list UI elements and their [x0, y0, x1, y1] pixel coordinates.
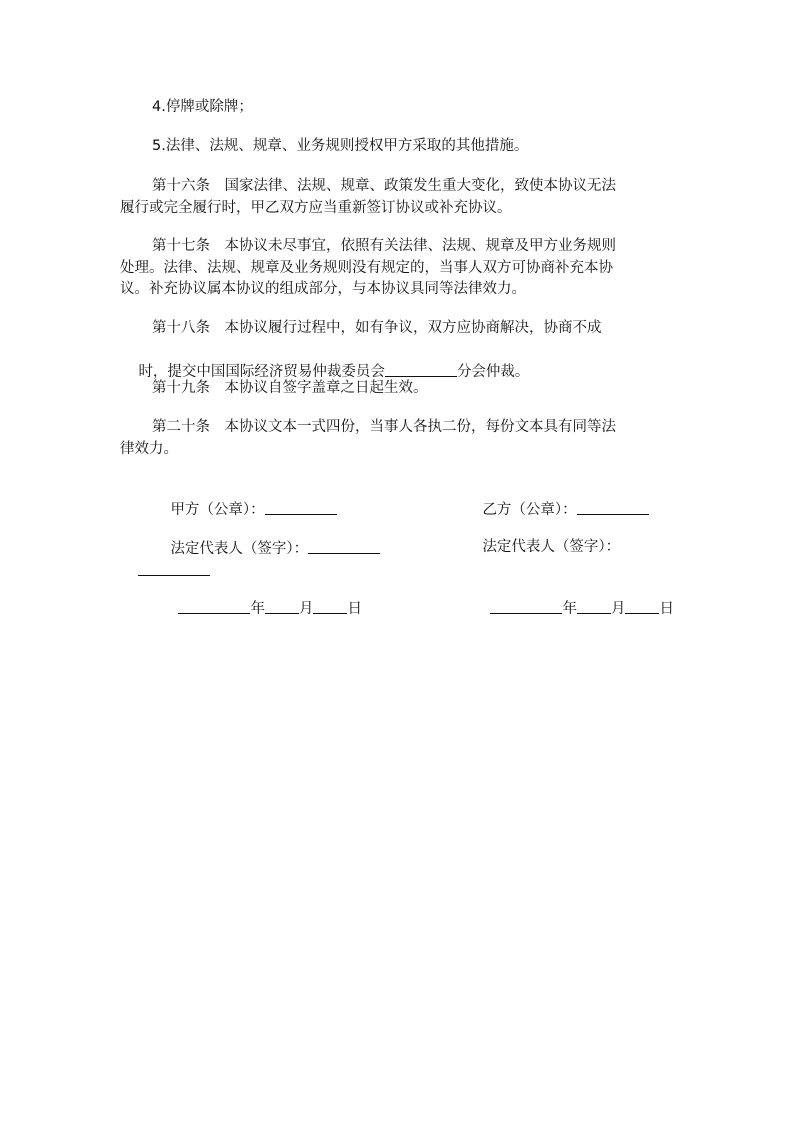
party-a-year-label: 年 — [250, 601, 265, 617]
party-a-rep-line — [152, 517, 380, 557]
article-16-line-1: 第十六条 国家法律、法规、规章、政策发生重大变化，致使本协议无法 — [152, 178, 616, 194]
item-4: 4.停牌或除牌； — [152, 99, 253, 115]
party-a-day-label: 日 — [347, 601, 362, 617]
party-b-date-line — [472, 577, 674, 617]
item-5: 5.法律、法规、规章、业务规则授权甲方采取的其他措施。 — [152, 138, 529, 154]
party-a-rep-label: 法定代表人（签字）： — [170, 541, 309, 557]
article-17-line-1: 第十七条 本协议未尽事宜，依照有关法律、法规、规章及甲方业务规则 — [152, 238, 616, 254]
party-b-rep-blank-line — [120, 539, 210, 559]
article-16-line-2: 履行或完全履行时，甲乙双方应当重新签订协议或补充协议。 — [120, 200, 512, 216]
article-18-line-2 — [120, 340, 530, 380]
party-a-seal-line — [152, 478, 337, 518]
party-b-seal-label: 乙方（公章）： — [482, 502, 577, 518]
party-b-day-label: 日 — [659, 601, 674, 617]
party-a-month-blank — [265, 598, 299, 614]
arbitration-branch-blank — [385, 361, 457, 377]
article-18-line-1: 第十八条 本协议履行过程中，如有争议，双方应协商解决，协商不成 — [152, 320, 602, 336]
party-b-rep-blank — [138, 560, 210, 576]
party-b-day-blank — [625, 598, 659, 614]
party-b-seal-blank — [577, 499, 649, 515]
article-19: 第十九条 本协议自签字盖章之日起生效。 — [152, 380, 428, 396]
party-b-seal-line — [464, 478, 649, 518]
party-a-day-blank — [313, 598, 347, 614]
party-a-year-blank — [178, 598, 250, 614]
article-20-line-2: 律效力。 — [120, 441, 178, 457]
party-a-month-label: 月 — [298, 601, 314, 617]
party-b-year-label: 年 — [562, 601, 577, 617]
party-b-rep-line — [464, 517, 621, 555]
party-b-month-blank — [577, 598, 611, 614]
party-b-rep-label: 法定代表人（签字）： — [482, 539, 621, 555]
article-18-text-before: 时，提交中国国际经济贸易仲裁委员会 — [138, 364, 385, 380]
party-b-year-blank — [490, 598, 562, 614]
article-20-line-1: 第二十条 本协议文本一式四份，当事人各执二份，每份文本具有同等法 — [152, 419, 616, 435]
article-17-line-2: 处理。法律、法规、规章及业务规则没有规定的，当事人双方可协商补充本协 — [120, 260, 613, 276]
party-a-seal-label: 甲方（公章）： — [170, 502, 265, 518]
party-a-rep-blank — [308, 538, 380, 554]
article-17-line-3: 议。补充协议属本协议的组成部分，与本协议具同等法律效力。 — [120, 281, 526, 297]
party-b-month-label: 月 — [610, 601, 626, 617]
article-18-text-after: 分会仲裁。 — [456, 364, 530, 380]
party-a-date-line — [160, 577, 362, 617]
party-a-seal-blank — [265, 499, 337, 515]
